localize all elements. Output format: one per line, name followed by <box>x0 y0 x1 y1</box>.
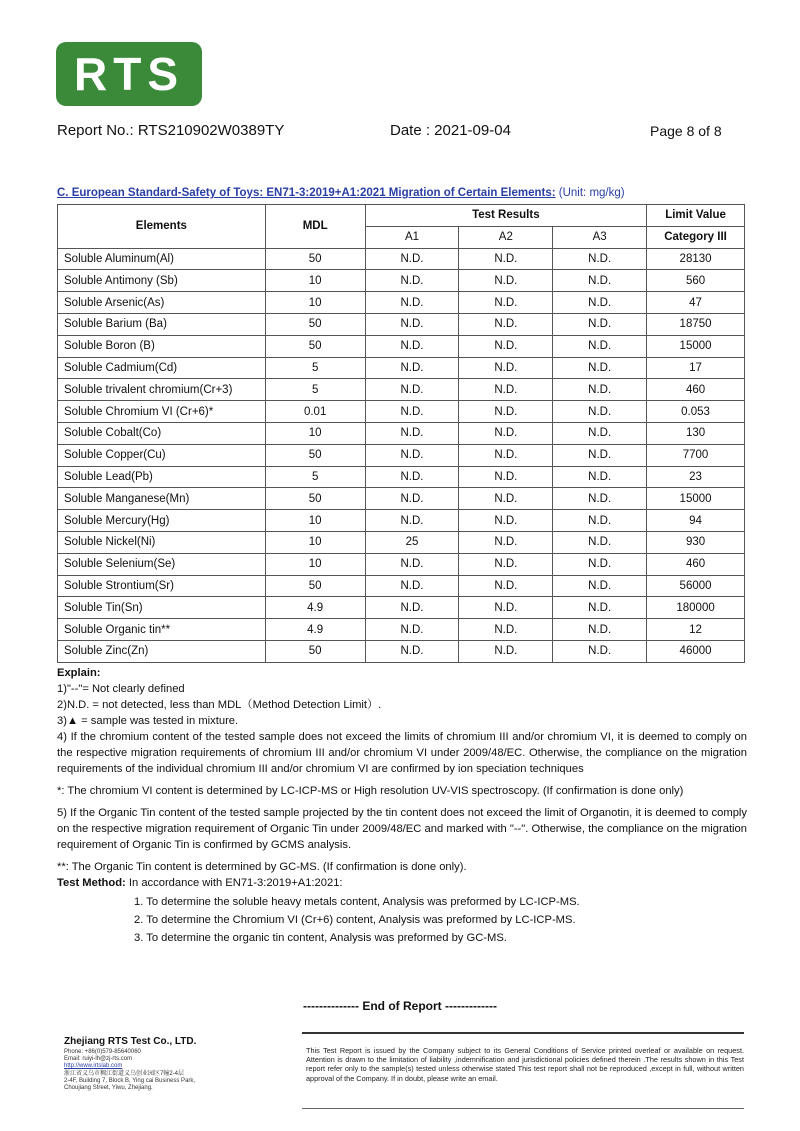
explain-note-3: 3)▲ = sample was tested in mixture. <box>57 715 239 727</box>
table-row <box>58 401 745 423</box>
cell-a1: N.D. <box>365 422 459 444</box>
table-row <box>58 466 745 488</box>
cell-element: Soluble Chromium VI (Cr+6)* <box>58 401 266 423</box>
cell-mdl: 50 <box>265 248 365 270</box>
table-row <box>58 248 745 270</box>
cell-element: Soluble Organic tin** <box>58 619 266 641</box>
cell-limit: 560 <box>647 270 745 292</box>
cell-limit: 12 <box>647 619 745 641</box>
table-row <box>58 510 745 532</box>
cell-mdl: 0.01 <box>265 401 365 423</box>
cell-a3: N.D. <box>553 248 647 270</box>
cell-a1: N.D. <box>365 401 459 423</box>
cell-a1: N.D. <box>365 640 459 662</box>
explain-note-dstar: **: The Organic Tin content is determined by GC-MS. (If confirmation is done only). <box>57 861 467 873</box>
cell-mdl: 4.9 <box>265 619 365 641</box>
cell-a3: N.D. <box>553 357 647 379</box>
company-name: Zhejiang RTS Test Co., LTD. <box>64 1036 197 1047</box>
cell-a2: N.D. <box>459 531 553 553</box>
cell-mdl: 5 <box>265 357 365 379</box>
header-mdl: MDL <box>265 205 365 249</box>
cell-a1: N.D. <box>365 619 459 641</box>
cell-a2: N.D. <box>459 444 553 466</box>
table-row <box>58 597 745 619</box>
cell-mdl: 10 <box>265 510 365 532</box>
cell-a2: N.D. <box>459 422 553 444</box>
cell-a2: N.D. <box>459 313 553 335</box>
rts-logo <box>56 42 202 106</box>
report-date: Date : 2021-09-04 <box>390 122 511 139</box>
cell-element: Soluble Barium (Ba) <box>58 313 266 335</box>
header-elements: Elements <box>58 205 266 249</box>
cell-element: Soluble Strontium(Sr) <box>58 575 266 597</box>
header-test-results: Test Results <box>365 205 647 227</box>
cell-a2: N.D. <box>459 619 553 641</box>
test-method-item: 3. To determine the organic tin content, Analysis was preformed by GC-MS. <box>134 932 507 944</box>
cell-element: Soluble Arsenic(As) <box>58 292 266 314</box>
cell-a3: N.D. <box>553 640 647 662</box>
header-a1: A1 <box>365 226 459 248</box>
cell-a2: N.D. <box>459 510 553 532</box>
cell-a3: N.D. <box>553 619 647 641</box>
table-row <box>58 292 745 314</box>
cell-element: Soluble Mercury(Hg) <box>58 510 266 532</box>
cell-limit: 23 <box>647 466 745 488</box>
cell-a3: N.D. <box>553 575 647 597</box>
logo-text: RTS <box>74 48 184 100</box>
cell-element: Soluble Manganese(Mn) <box>58 488 266 510</box>
footer-divider-bottom <box>302 1108 744 1109</box>
cell-mdl: 10 <box>265 270 365 292</box>
cell-mdl: 50 <box>265 444 365 466</box>
explain-note-2: 2)N.D. = not detected, less than MDL（Method Detection Limit）. <box>57 699 382 711</box>
cell-a1: N.D. <box>365 510 459 532</box>
cell-a1: 25 <box>365 531 459 553</box>
test-method-label: Test Method: <box>57 877 126 889</box>
cell-a1: N.D. <box>365 313 459 335</box>
test-method-item: 1. To determine the soluble heavy metals content, Analysis was preformed by LC-ICP-MS. <box>134 896 580 908</box>
table-row <box>58 640 745 662</box>
cell-limit: 15000 <box>647 335 745 357</box>
cell-a2: N.D. <box>459 640 553 662</box>
cell-a1: N.D. <box>365 248 459 270</box>
cell-mdl: 50 <box>265 313 365 335</box>
cell-a3: N.D. <box>553 553 647 575</box>
cell-a1: N.D. <box>365 357 459 379</box>
cell-element: Soluble Cadmium(Cd) <box>58 357 266 379</box>
cell-limit: 7700 <box>647 444 745 466</box>
cell-mdl: 5 <box>265 466 365 488</box>
explain-note-1: 1)"--"= Not clearly defined <box>57 683 185 695</box>
cell-a1: N.D. <box>365 466 459 488</box>
cell-limit: 94 <box>647 510 745 532</box>
cell-limit: 930 <box>647 531 745 553</box>
company-address-2: Choujiang Street, Yiwu, Zhejiang. <box>64 1085 153 1092</box>
cell-a3: N.D. <box>553 466 647 488</box>
table-row <box>58 379 745 401</box>
cell-element: Soluble Aluminum(Al) <box>58 248 266 270</box>
company-address-1: 2-4F, Building 7, Block B, Ying cai Business Park, <box>64 1077 196 1084</box>
cell-limit: 460 <box>647 379 745 401</box>
cell-a1: N.D. <box>365 379 459 401</box>
cell-a3: N.D. <box>553 531 647 553</box>
cell-mdl: 10 <box>265 531 365 553</box>
cell-element: Soluble Cobalt(Co) <box>58 422 266 444</box>
footer-divider <box>302 1032 744 1034</box>
cell-limit: 0.053 <box>647 401 745 423</box>
cell-limit: 56000 <box>647 575 745 597</box>
cell-mdl: 50 <box>265 575 365 597</box>
cell-mdl: 50 <box>265 335 365 357</box>
cell-a3: N.D. <box>553 292 647 314</box>
cell-limit: 28130 <box>647 248 745 270</box>
cell-element: Soluble Antimony (Sb) <box>58 270 266 292</box>
cell-a1: N.D. <box>365 553 459 575</box>
cell-limit: 47 <box>647 292 745 314</box>
cell-limit: 180000 <box>647 597 745 619</box>
section-title-text: C. European Standard-Safety of Toys: EN71-3:2019+A1:2021 Migration of Certain Elements: <box>57 187 556 199</box>
cell-element: Soluble Zinc(Zn) <box>58 640 266 662</box>
page-number: Page 8 of 8 <box>650 123 722 139</box>
cell-a2: N.D. <box>459 575 553 597</box>
header-a3: A3 <box>553 226 647 248</box>
test-method-item: 2. To determine the Chromium VI (Cr+6) content, Analysis was preformed by LC-ICP-MS. <box>134 914 576 926</box>
cell-limit: 17 <box>647 357 745 379</box>
cell-a1: N.D. <box>365 270 459 292</box>
cell-a2: N.D. <box>459 553 553 575</box>
cell-mdl: 10 <box>265 422 365 444</box>
cell-a2: N.D. <box>459 270 553 292</box>
cell-a2: N.D. <box>459 401 553 423</box>
cell-a2: N.D. <box>459 357 553 379</box>
cell-mdl: 5 <box>265 379 365 401</box>
cell-a1: N.D. <box>365 335 459 357</box>
cell-a3: N.D. <box>553 270 647 292</box>
cell-a1: N.D. <box>365 597 459 619</box>
cell-mdl: 10 <box>265 553 365 575</box>
end-of-report: -------------- End of Report ------------- <box>303 999 497 1013</box>
company-info <box>64 1036 264 1092</box>
cell-a2: N.D. <box>459 292 553 314</box>
header-category: Category III <box>647 226 745 248</box>
cell-element: Soluble trivalent chromium(Cr+3) <box>58 379 266 401</box>
cell-a3: N.D. <box>553 597 647 619</box>
cell-element: Soluble Nickel(Ni) <box>58 531 266 553</box>
cell-a2: N.D. <box>459 597 553 619</box>
cell-a2: N.D. <box>459 379 553 401</box>
table-row <box>58 619 745 641</box>
footer-disclaimer: This Test Report is issued by the Company subject to its General Conditions of Service printed overleaf or available on request. Attention is drawn to the limitation of liability ,indemnification and jurisdictional policies defined therein .The results shown in this Test report refer only to the sample(s) tested unless otherwise stated This test report shall not be reproduced ,except in full, without written approval of the Company. If in doubt, please write an email. <box>306 1046 744 1083</box>
company-website-link[interactable]: http://www.irtslab.com <box>64 1063 123 1070</box>
cell-a1: N.D. <box>365 488 459 510</box>
test-method <box>57 875 747 891</box>
section-title <box>57 187 625 199</box>
cell-a1: N.D. <box>365 292 459 314</box>
report-number: Report No.: RTS210902W0389TY <box>57 122 285 139</box>
explain-section <box>57 665 747 947</box>
explain-heading: Explain: <box>57 667 101 679</box>
cell-mdl: 50 <box>265 640 365 662</box>
cell-a3: N.D. <box>553 379 647 401</box>
cell-mdl: 50 <box>265 488 365 510</box>
section-unit: (Unit: mg/kg) <box>558 187 625 199</box>
cell-mdl: 4.9 <box>265 597 365 619</box>
cell-element: Soluble Copper(Cu) <box>58 444 266 466</box>
test-method-text: In accordance with EN71-3:2019+A1:2021: <box>125 877 343 889</box>
cell-a3: N.D. <box>553 313 647 335</box>
cell-element: Soluble Boron (B) <box>58 335 266 357</box>
cell-a2: N.D. <box>459 466 553 488</box>
cell-a2: N.D. <box>459 488 553 510</box>
table-row <box>58 422 745 444</box>
cell-limit: 18750 <box>647 313 745 335</box>
header-a2: A2 <box>459 226 553 248</box>
results-table <box>57 204 745 663</box>
company-address-cn: 浙江省义乌市稠江街道义乌创业园区7幢2-4层 <box>64 1070 185 1077</box>
cell-a3: N.D. <box>553 401 647 423</box>
cell-a1: N.D. <box>365 575 459 597</box>
explain-note-star: *: The chromium VI content is determined by LC-ICP-MS or High resolution UV-VIS spectroscopy. (If confirmation is done only) <box>57 785 684 797</box>
cell-a3: N.D. <box>553 510 647 532</box>
cell-mdl: 10 <box>265 292 365 314</box>
table-row <box>58 553 745 575</box>
test-method-list <box>57 893 747 947</box>
table-row <box>58 488 745 510</box>
cell-limit: 460 <box>647 553 745 575</box>
table-row <box>58 357 745 379</box>
cell-element: Soluble Selenium(Se) <box>58 553 266 575</box>
cell-limit: 15000 <box>647 488 745 510</box>
header-limit-value: Limit Value <box>647 205 745 227</box>
cell-limit: 46000 <box>647 640 745 662</box>
cell-a1: N.D. <box>365 444 459 466</box>
cell-element: Soluble Tin(Sn) <box>58 597 266 619</box>
table-row <box>58 575 745 597</box>
cell-a3: N.D. <box>553 488 647 510</box>
cell-a3: N.D. <box>553 335 647 357</box>
cell-a3: N.D. <box>553 422 647 444</box>
table-row <box>58 313 745 335</box>
explain-note-5: 5) If the Organic Tin content of the tested sample projected by the tin content does not exceed the limit of Organotin, it is deemed to comply on the respective migration requirement of Organic Tin under 2009/48/EC and marked with "--". Otherwise, the compliance on the migration requirement of Organic Tin is confirmed by GCMS analysis. <box>57 807 747 851</box>
cell-a2: N.D. <box>459 248 553 270</box>
cell-a3: N.D. <box>553 444 647 466</box>
table-row <box>58 335 745 357</box>
cell-element: Soluble Lead(Pb) <box>58 466 266 488</box>
company-email[interactable]: Email: ruiyi-lh@zj-rts.com <box>64 1056 133 1063</box>
table-row <box>58 270 745 292</box>
company-phone: Phone: +86(0)579-85640060 <box>64 1049 141 1055</box>
explain-note-4: 4) If the chromium content of the tested sample does not exceed the limits of chromium III and/or chromium VI, it is deemed to comply on the respective migration requirements of chromium III and/or chromium VI under 2009/48/EC. Otherwise, the compliance on the migration requirements of the individual chromium III and/or chromium VI are confirmed by ion speciation techniques <box>57 731 747 775</box>
table-row <box>58 444 745 466</box>
cell-a2: N.D. <box>459 335 553 357</box>
cell-limit: 130 <box>647 422 745 444</box>
table-row <box>58 531 745 553</box>
